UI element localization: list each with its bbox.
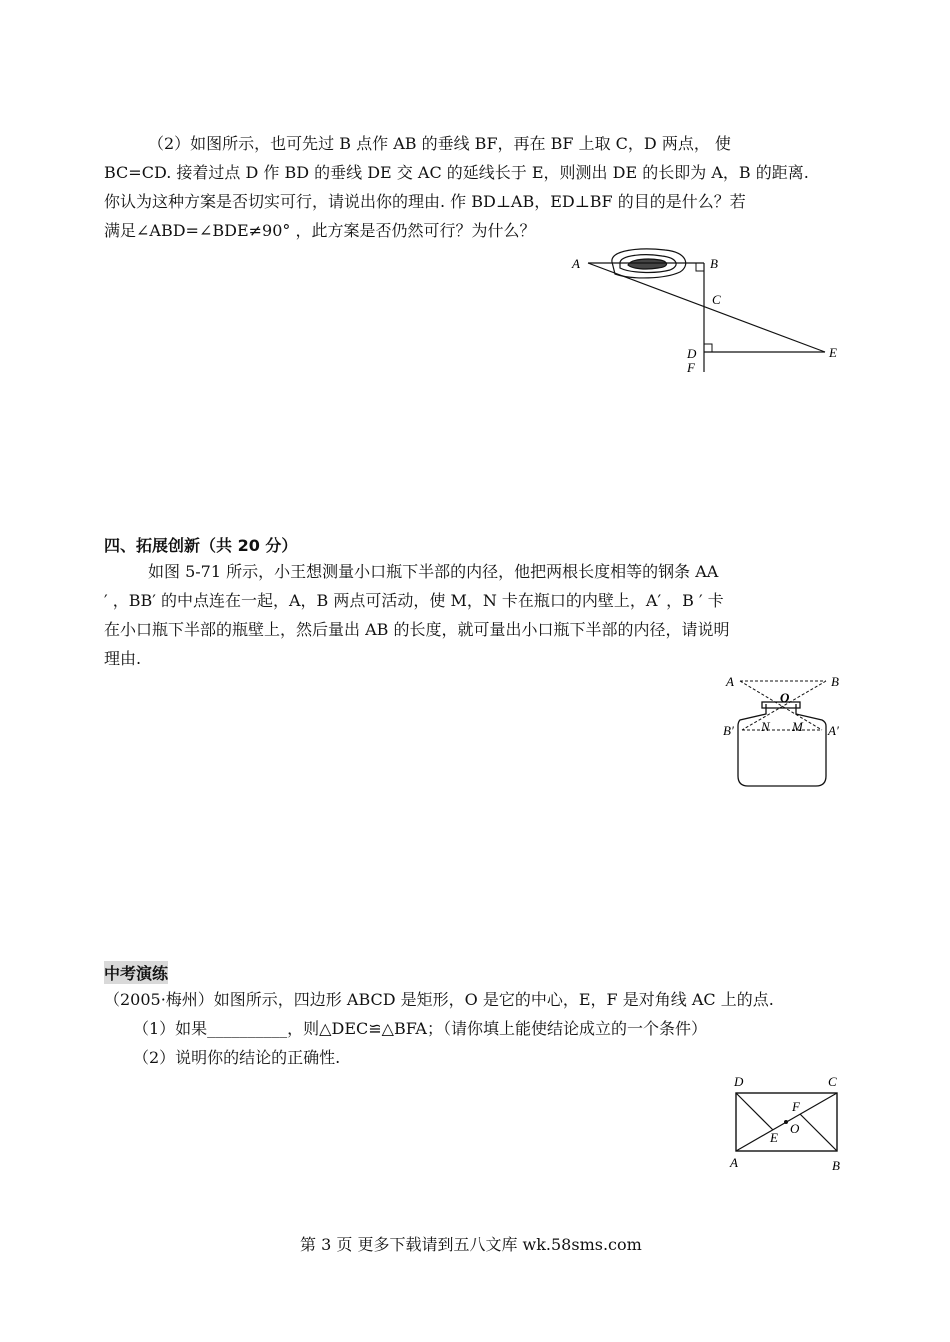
label-E: E: [770, 1130, 778, 1145]
label-D: D: [734, 1074, 744, 1089]
q2-line-4: 满足∠ABD=∠BDE≠90° ，此方案是否仍然可行？为什么？: [104, 221, 536, 240]
label-M: M: [792, 719, 803, 734]
q2-line-2: BC=CD. 接着过点 D 作 BD 的垂线 DE 交 AC 的延线长于 E，则测出 DE 的长即为 A，B 的距离.: [104, 163, 809, 182]
center-O: [784, 1120, 788, 1124]
label-A: A: [572, 256, 580, 271]
page-footer: 第 3 页 更多下载请到五八文库 wk.58sms.com: [300, 1235, 642, 1254]
line-DE: [736, 1093, 773, 1130]
zhongkao-line-3: （2）说明你的结论的正确性.: [133, 1048, 341, 1067]
label-B: B: [832, 1158, 840, 1173]
label-B: B: [710, 256, 718, 271]
q2-line-1: （2）如图所示，也可先过 B 点作 AB 的垂线 BF，再在 BF 上取 C，D 两点， 使: [148, 134, 731, 153]
label-C: C: [712, 292, 721, 307]
label-E: E: [829, 345, 837, 360]
label-F: F: [792, 1099, 800, 1114]
label-N: N: [761, 719, 770, 734]
section4-line-4: 理由.: [104, 649, 142, 668]
section4-line-3: 在小口瓶下半部的瓶壁上，然后量出 AB 的长度，就可量出小口瓶下半部的内径，请说明: [104, 620, 730, 639]
label-B: B: [831, 674, 839, 689]
label-F: F: [687, 360, 695, 375]
line-BF: [800, 1114, 837, 1151]
label-A-prime: A′: [828, 723, 839, 738]
zhongkao-line-1: （2005·梅州）如图所示，四边形 ABCD 是矩形，O 是它的中心，E，F 是对角线 AC 上的点.: [104, 990, 774, 1009]
label-O: O: [790, 1121, 800, 1136]
label-C: C: [828, 1074, 837, 1089]
section4-line-1: 如图 5-71 所示，小王想测量小口瓶下半部的内径，他把两根长度相等的钢条 AA: [148, 562, 719, 581]
zhongkao-line-2: （1）如果__________，则△DEC≌△BFA；（请你填上能使结论成立的一个条件）: [133, 1019, 707, 1038]
section4-heading: 四、拓展创新（共 20 分）: [104, 536, 298, 555]
label-B-prime: B′: [723, 723, 734, 738]
label-D: D: [687, 346, 697, 361]
label-A: A: [726, 674, 734, 689]
section4-line-2: ′ ，BB′ 的中点连在一起，A，B 两点可活动，使 M，N 卡在瓶口的内壁上，A′ ，B ′ 卡: [104, 591, 724, 610]
label-A: A: [730, 1155, 738, 1170]
label-O: O: [780, 690, 790, 705]
q2-line-3: 你认为这种方案是否切实可行，请说出你的理由. 作 BD⊥AB，ED⊥BF 的目的是什么？若: [104, 192, 746, 211]
zhongkao-heading: 中考演练: [104, 961, 168, 984]
